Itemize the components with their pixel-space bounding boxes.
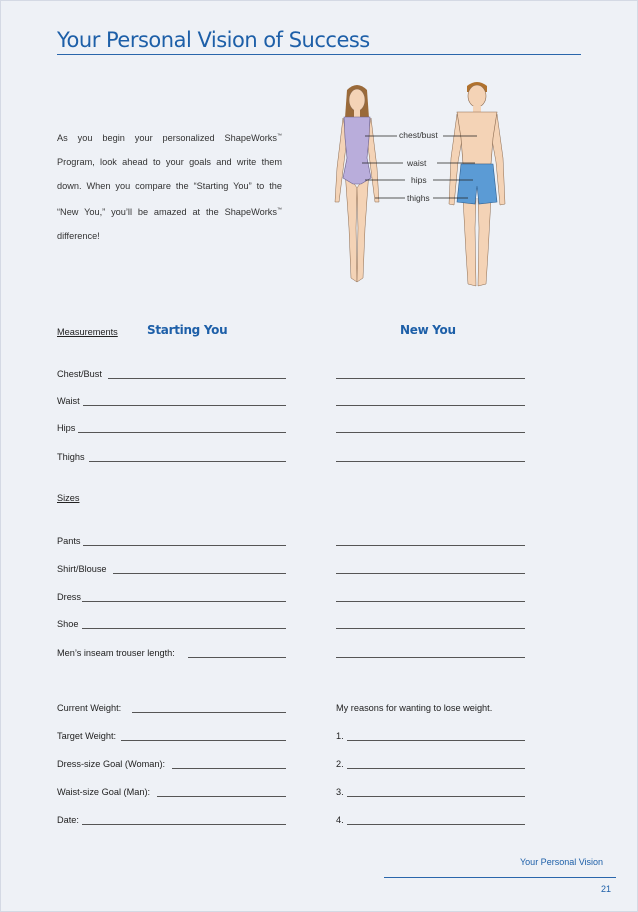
waist-label: Waist	[57, 396, 80, 406]
intro-text-3: difference!	[57, 231, 100, 242]
reason-2-field[interactable]	[347, 768, 525, 769]
trademark-2: ™	[277, 207, 282, 214]
chest-bust-new-field[interactable]	[336, 378, 525, 379]
hips-new-field[interactable]	[336, 432, 525, 433]
hips-label: Hips	[57, 423, 76, 433]
intro-text-2: Program, look ahead to your goals and write them down. When you compare the “Starting You” to the “New You,” you’ll be amazed at the ShapeWorks	[57, 157, 282, 218]
target-weight-field[interactable]	[121, 740, 286, 741]
trademark-1: ™	[277, 133, 282, 139]
dress-size-goal-field[interactable]	[172, 768, 286, 769]
date-label: Date:	[57, 815, 79, 825]
shirt-blouse-new-field[interactable]	[336, 573, 525, 574]
waist-starting-field[interactable]	[83, 405, 286, 406]
current-weight-field[interactable]	[132, 712, 286, 713]
pants-starting-field[interactable]	[83, 545, 286, 546]
page-title: Your Personal Vision of Success	[57, 28, 370, 52]
dress-starting-field[interactable]	[82, 601, 286, 602]
reason-number-2: 2.	[336, 759, 344, 769]
reason-number-4: 4.	[336, 815, 344, 825]
reason-number-3: 3.	[336, 787, 344, 797]
woman-figure	[335, 85, 379, 282]
label-waist: waist	[407, 158, 427, 168]
waist-new-field[interactable]	[336, 405, 525, 406]
label-thighs: thighs	[407, 193, 430, 203]
body-figures-illustration	[325, 78, 520, 296]
chest-bust-starting-field[interactable]	[108, 378, 286, 379]
waist-size-goal-label: Waist-size Goal (Man):	[57, 787, 151, 797]
sizes-heading: Sizes	[57, 493, 80, 503]
intro-text-1: As you begin your personalized ShapeWorks	[57, 133, 277, 144]
reason-1-field[interactable]	[347, 740, 525, 741]
thighs-label: Thighs	[57, 452, 85, 462]
pants-label: Pants	[57, 536, 81, 546]
shoe-label: Shoe	[57, 619, 79, 629]
measurements-heading: Measurements	[57, 327, 118, 337]
inseam-label: Men’s inseam trouser length:	[57, 648, 175, 658]
thighs-starting-field[interactable]	[89, 461, 286, 462]
new-you-heading: New You	[400, 323, 456, 337]
dress-new-field[interactable]	[336, 601, 525, 602]
reasons-heading: My reasons for wanting to lose weight.	[336, 703, 493, 713]
shirt-blouse-label: Shirt/Blouse	[57, 564, 107, 574]
date-field[interactable]	[82, 824, 286, 825]
footer-rule	[384, 877, 616, 878]
page-number: 21	[601, 884, 612, 894]
thighs-new-field[interactable]	[336, 461, 525, 462]
label-chest-bust: chest/bust	[399, 130, 438, 140]
current-weight-label: Current Weight:	[57, 703, 122, 713]
label-hips: hips	[411, 175, 427, 185]
pants-new-field[interactable]	[336, 545, 525, 546]
target-weight-label: Target Weight:	[57, 731, 117, 741]
footer-section-title: Your Personal Vision	[520, 857, 604, 867]
body-figures-svg	[325, 78, 520, 296]
shoe-starting-field[interactable]	[82, 628, 286, 629]
man-figure	[449, 82, 505, 286]
reason-number-1: 1.	[336, 731, 344, 741]
intro-paragraph	[57, 124, 282, 248]
inseam-starting-field[interactable]	[188, 657, 286, 658]
shoe-new-field[interactable]	[336, 628, 525, 629]
inseam-new-field[interactable]	[336, 657, 525, 658]
dress-size-goal-label: Dress-size Goal (Woman):	[57, 759, 166, 769]
title-rule	[57, 54, 581, 55]
dress-label: Dress	[57, 592, 81, 602]
reason-4-field[interactable]	[347, 824, 525, 825]
reason-3-field[interactable]	[347, 796, 525, 797]
hips-starting-field[interactable]	[78, 432, 286, 433]
shirt-blouse-starting-field[interactable]	[113, 573, 286, 574]
chest-bust-label: Chest/Bust	[57, 369, 102, 379]
waist-size-goal-field[interactable]	[157, 796, 286, 797]
starting-you-heading: Starting You	[147, 323, 228, 337]
